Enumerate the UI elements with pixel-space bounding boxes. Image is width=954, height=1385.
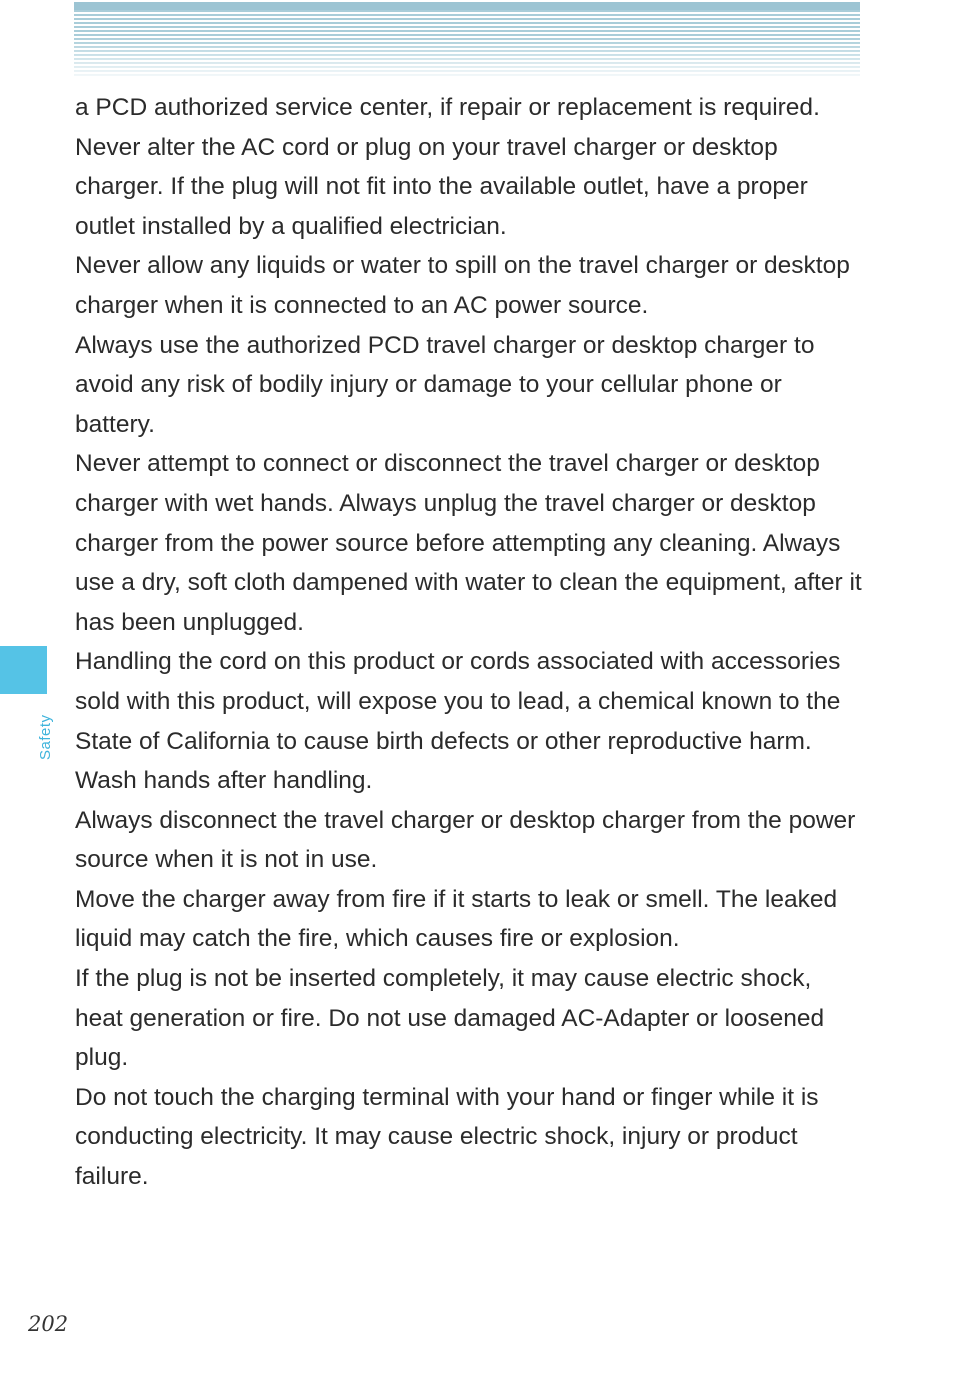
paragraph-liquids: Never allow any liquids or water to spill on the travel charger or desktop charger when it is connected to an AC power source. <box>75 252 850 319</box>
paragraph-ac-cord: Never alter the AC cord or plug on your travel charger or desktop charger. If the plug will not fit into the available outlet, have a proper outlet installed by a qualified electrician. <box>75 133 808 240</box>
paragraph-plug-inserted: If the plug is not be inserted completely, it may cause electric shock, heat generation or fire. Do not use damaged AC-Adapter or loosened plug. <box>75 965 825 1072</box>
paragraph-lead-warning: Handling the cord on this product or cords associated with accessories sold with this product, will expose you to lead, a chemical known to the State of California to cause birth defects or other reproductive harm. Wash hands after handling. <box>75 648 841 795</box>
section-tab-label: Safety <box>37 714 54 760</box>
paragraph-disconnect: Always disconnect the travel charger or desktop charger from the power source when it is not in use. <box>75 806 856 874</box>
paragraph-charging-terminal: Do not touch the charging terminal with your hand or finger while it is conducting electricity. It may cause electric shock, injury or product failure. <box>75 1083 819 1191</box>
paragraph-wet-hands: Never attempt to connect or disconnect the travel charger or desktop charger with wet hands. Always unplug the travel charger or desktop charger from the power source before attempting any cleaning. Always use a dry, soft cloth dampened with water to clean the equipment, after it has been unplugged. <box>75 450 862 636</box>
paragraph-repair-service: a PCD authorized service center, if repair or replacement is required. <box>75 94 820 121</box>
header-stripe-banner <box>74 2 860 76</box>
body-text <box>75 88 865 1197</box>
page-number: 202 <box>28 1312 69 1336</box>
section-tab-marker <box>0 646 47 694</box>
paragraph-fire: Move the charger away from fire if it starts to leak or smell. The leaked liquid may catch the fire, which causes fire or explosion. <box>75 885 838 953</box>
paragraph-authorized-charger: Always use the authorized PCD travel charger or desktop charger to avoid any risk of bodily injury or damage to your cellular phone or battery. <box>75 331 815 438</box>
